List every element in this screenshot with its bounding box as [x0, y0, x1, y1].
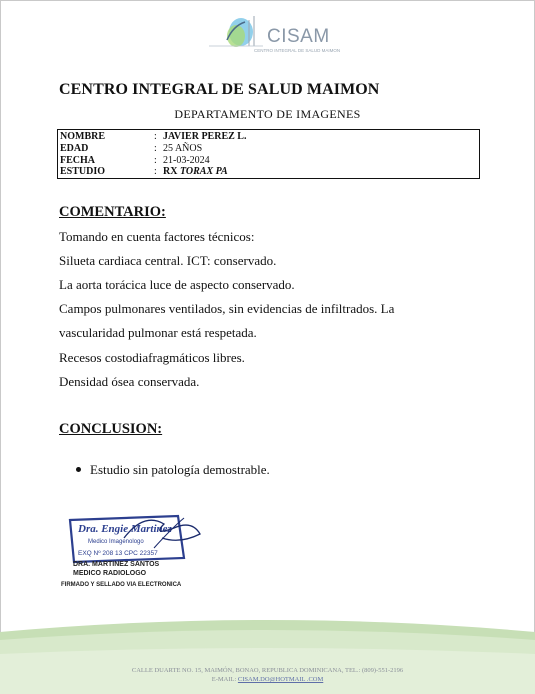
separator: : — [154, 155, 157, 166]
logo-tagline: CENTRO INTEGRAL DE SALUD MAIMON — [254, 48, 341, 53]
patient-info-table — [57, 129, 480, 179]
doctor-name: DRA. MARTINEZ SANTOS — [73, 561, 160, 568]
center-title: CENTRO INTEGRAL DE SALUD MAIMON — [59, 81, 380, 98]
comment-line: La aorta torácica luce de aspecto conservado. — [59, 277, 295, 292]
email-prefix: E-MAIL: — [211, 676, 238, 683]
value-fecha: 21-03-2024 — [163, 155, 210, 166]
stamp-seal-icon — [66, 508, 216, 568]
signature-note: FIRMADO Y SELLADO VIA ELECTRONICA — [61, 582, 182, 588]
study-prefix: RX — [163, 166, 180, 177]
doctor-title: MEDICO RADIOLOGO — [73, 570, 147, 577]
comment-line: vascularidad pulmonar está respetada. — [59, 325, 257, 340]
comment-line: Silueta cardiaca central. ICT: conservado. — [59, 253, 277, 268]
department-title: DEPARTAMENTO DE IMAGENES — [174, 107, 361, 121]
comment-line: Tomando en cuenta factores técnicos: — [59, 229, 255, 244]
comment-line: Campos pulmonares ventilados, sin evidencias de infiltrados. La — [59, 301, 395, 316]
footer-address: CALLE DUARTE NO. 15, MAIMÓN, BONAO, REPUBLICA DOMINICANA, TEL.: (809)-551-2196 — [131, 667, 404, 674]
label-estudio: ESTUDIO — [60, 166, 106, 177]
stamp-role: Medico Imagenologo — [88, 539, 144, 545]
value-nombre: JAVIER PEREZ L. — [163, 131, 247, 142]
footer-email-line — [0, 676, 535, 683]
conclusion-heading: CONCLUSION: — [59, 421, 163, 437]
signature-block — [73, 560, 159, 578]
stamp-doctor-name: Dra. Engie Martinez — [78, 523, 172, 535]
cisam-logo — [205, 10, 341, 60]
email-link[interactable]: CISAM.DO@HOTMAIL .COM — [237, 676, 324, 683]
bullet-icon — [76, 467, 81, 472]
study-view: TORAX PA — [179, 166, 228, 177]
stamp-exequatur: EXQ Nº 208 13 CPC 22357 — [78, 550, 158, 557]
comentario-heading: COMENTARIO: — [59, 204, 166, 220]
label-edad: EDAD — [60, 143, 89, 154]
label-fecha: FECHA — [60, 155, 95, 166]
logo-brand: CISAM — [267, 26, 330, 47]
signature-stamp — [66, 508, 216, 568]
value-edad: 25 AÑOS — [163, 143, 203, 154]
label-nombre: NOMBRE — [60, 131, 105, 142]
comment-line: Recesos costodiafragmáticos libres. — [59, 350, 245, 365]
separator: : — [154, 143, 157, 154]
separator: : — [154, 131, 157, 142]
conclusion-item: Estudio sin patología demostrable. — [90, 462, 270, 477]
comment-line: Densidad ósea conservada. — [59, 374, 200, 389]
separator: : — [154, 166, 157, 177]
value-estudio — [163, 166, 228, 178]
